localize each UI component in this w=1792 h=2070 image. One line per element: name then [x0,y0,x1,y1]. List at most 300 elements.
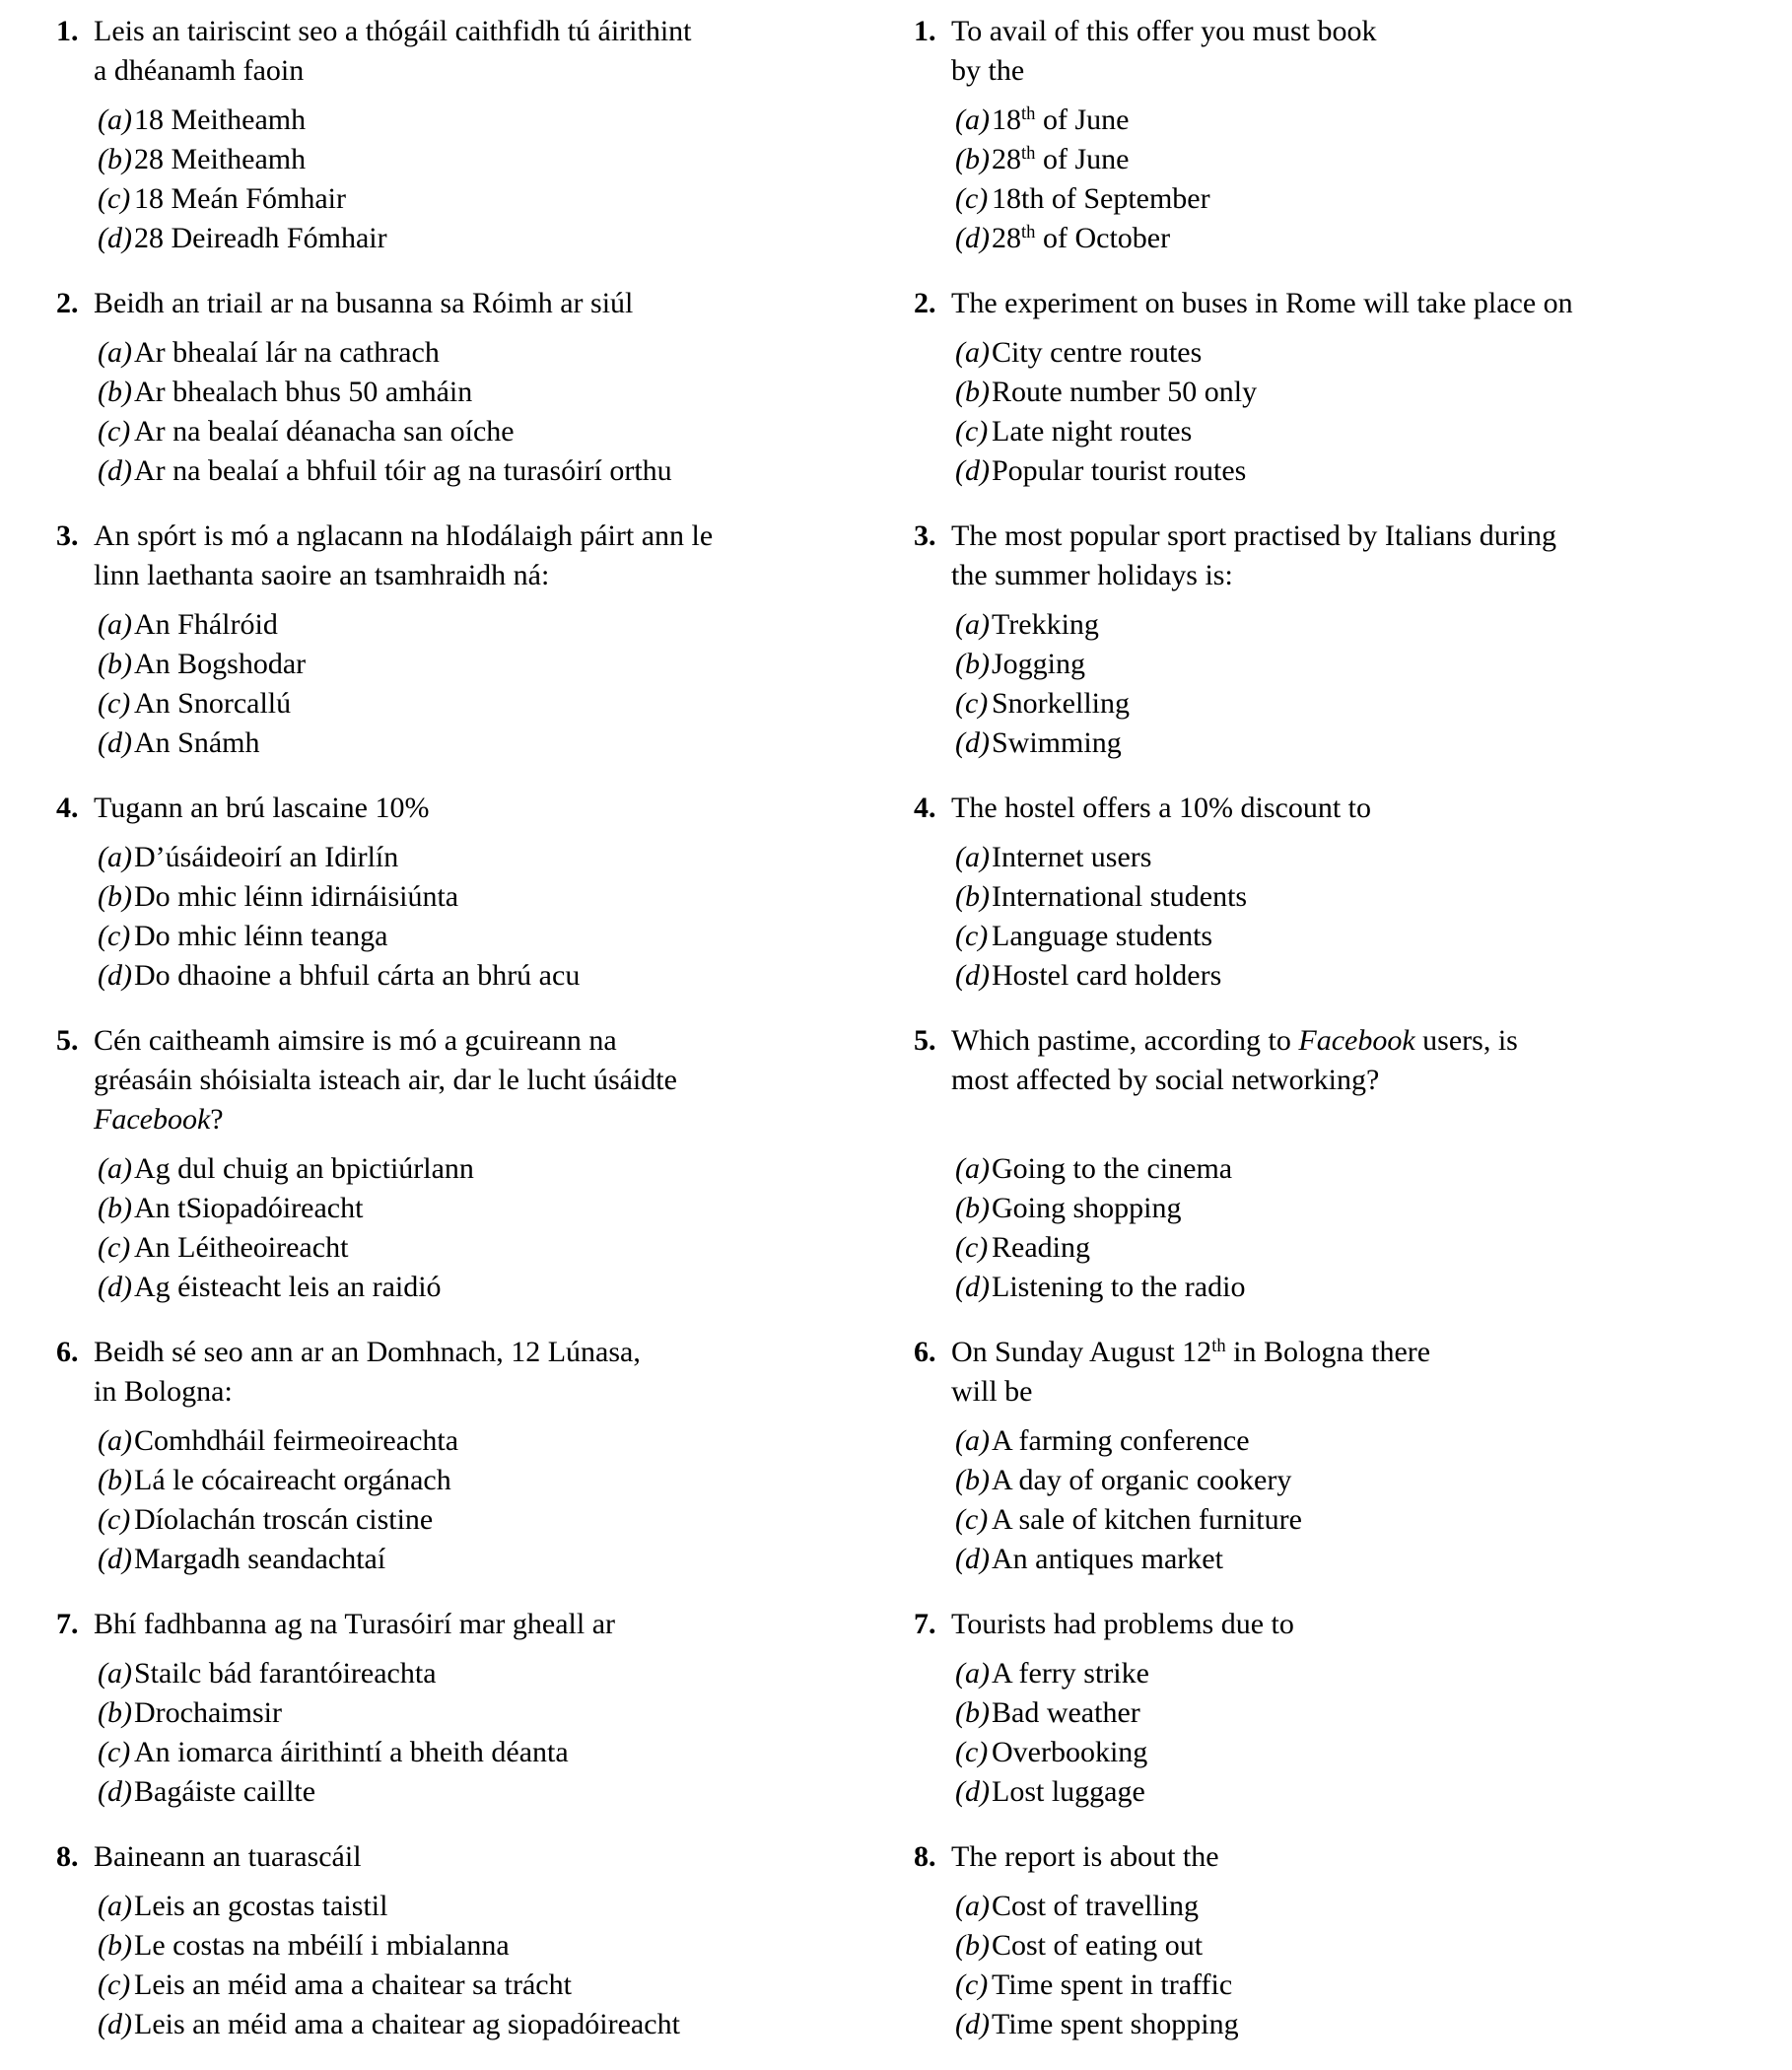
option-text [134,917,866,956]
question-prompt [94,1021,866,1139]
option-row [955,1887,1762,1926]
option-row [955,1926,1762,1966]
text-run: Popular tourist routes [992,454,1247,487]
text-run: Late night routes [992,415,1193,448]
text-run: Ar bhealaí lár na cathrach [134,336,440,369]
option-row [98,2005,866,2044]
text-run: International students [992,880,1248,913]
text-run: Cost of eating out [992,1929,1204,1962]
question-body [951,12,1762,258]
option-row [98,1500,866,1540]
question-body [951,1605,1762,1812]
option-text [134,645,866,684]
option-label: (a) [955,336,990,369]
option-text [134,1149,866,1189]
question-block [914,1605,1762,1812]
options-list [98,101,866,258]
question-number: 6. [914,1336,936,1368]
option-row [98,956,866,996]
option-text [134,956,866,996]
option-text [134,877,866,917]
option-text [992,1540,1762,1579]
question-block [56,1605,866,1812]
option-label: (d) [955,2008,990,2040]
text-run: Leis an méid ama a chaitear ag siopadóireacht [134,2008,680,2040]
question-body [951,1021,1762,1307]
option-label: (d) [955,959,990,992]
question-number: 1. [914,15,936,47]
text-run: Time spent shopping [992,2008,1239,2040]
option-label: (b) [955,1464,990,1496]
option-text [134,140,866,179]
option-label: (c) [98,1968,131,2001]
text-run: ? [210,1103,224,1136]
option-label: (d) [955,726,990,759]
option-label: (c) [98,1503,131,1536]
option-text [992,1966,1762,2005]
question-body [94,1837,866,2044]
text-run: Trekking [992,608,1099,641]
text-run: Reading [992,1231,1090,1264]
text-run: City centre routes [992,336,1203,369]
option-label: (b) [955,648,990,680]
question-prompt [951,1021,1762,1139]
option-label: (c) [955,1968,989,2001]
text-run: An iomarca áirithintí a bheith déanta [134,1736,569,1768]
text-run: Le costas na mbéilí i mbialanna [134,1929,510,1962]
option-label: (d) [98,222,132,254]
question-number: 3. [56,519,79,552]
option-text [992,1772,1762,1812]
options-list [98,605,866,763]
option-text [134,838,866,877]
option-row [98,1966,866,2005]
text-run: 28 [992,143,1021,175]
option-row [98,1733,866,1772]
text-run: Jogging [992,648,1086,680]
question-block [56,1837,866,2044]
option-label: (d) [98,959,132,992]
option-label: (d) [955,1543,990,1575]
option-row [98,333,866,373]
option-row [955,1421,1762,1461]
question-row [0,1837,1792,2044]
option-text [992,1500,1762,1540]
question-cell-irish [0,789,896,996]
option-row [98,101,866,140]
option-row [98,877,866,917]
option-row [955,1654,1762,1693]
option-label: (a) [955,1152,990,1185]
text-run: On Sunday August 12 [951,1336,1212,1368]
text-run: Snorkelling [992,687,1130,720]
option-text [134,373,866,412]
option-text [134,1926,866,1966]
question-block [914,1021,1762,1307]
text-run: Listening to the radio [992,1271,1246,1303]
option-row [98,1149,866,1189]
text-run: A farming conference [992,1424,1250,1457]
text-run: Do mhic léinn teanga [134,920,388,952]
text-run: D’úsáideoirí an Idirlín [134,841,399,873]
option-row [98,1421,866,1461]
option-text [134,451,866,491]
text-run: Hostel card holders [992,959,1222,992]
option-text [992,373,1762,412]
question-cell-english [896,284,1792,491]
option-row [98,1268,866,1307]
option-text [134,605,866,645]
question-cell-english [896,789,1792,996]
text-run: An Snámh [134,726,260,759]
option-row [98,1772,866,1812]
text-run: by the [951,54,1025,87]
text-run: 28 [992,222,1021,254]
options-list [955,605,1762,763]
option-row [955,645,1762,684]
text-run: A ferry strike [992,1657,1149,1690]
option-text [992,1189,1762,1228]
option-text [134,1421,866,1461]
text-run: An Léitheoireacht [134,1231,349,1264]
option-row [955,956,1762,996]
option-row [955,1149,1762,1189]
option-label: (b) [955,376,990,408]
option-row [98,1926,866,1966]
question-body [94,1605,866,1812]
question-body [94,1333,866,1579]
text-run: most affected by social networking? [951,1064,1380,1096]
option-row [955,605,1762,645]
text-run: Cén caitheamh aimsire is mó a gcuireann na [94,1024,617,1057]
text-run: A day of organic cookery [992,1464,1292,1496]
option-label: (c) [98,182,131,215]
question-prompt [94,12,866,91]
option-text [134,724,866,763]
option-row [955,838,1762,877]
option-text [134,1772,866,1812]
question-number: 2. [914,287,936,319]
option-row [955,1540,1762,1579]
option-row [955,1500,1762,1540]
question-body [951,789,1762,996]
option-label: (b) [98,1192,132,1224]
text-run: Baineann an tuarascáil [94,1840,362,1873]
question-cell-irish [0,1837,896,2044]
text-run: in Bologna: [94,1375,233,1408]
option-text [134,179,866,219]
text-run: A sale of kitchen furniture [992,1503,1302,1536]
option-text [992,838,1762,877]
option-label: (a) [98,104,132,136]
question-prompt [94,284,866,323]
option-text [992,1228,1762,1268]
options-list [955,1887,1762,2044]
text-run: Cost of travelling [992,1890,1199,1922]
option-label: (a) [955,1890,990,1922]
text-run: 28 Deireadh Fómhair [134,222,387,254]
option-row [955,179,1762,219]
text-run: Do dhaoine a bhfuil cárta an bhrú acu [134,959,581,992]
question-number: 7. [56,1608,79,1640]
option-label: (c) [98,1736,131,1768]
text-run: Beidh an triail ar na busanna sa Róimh ar siúl [94,287,634,319]
text-run: users, is [1414,1024,1518,1057]
text-run: The report is about the [951,1840,1219,1873]
option-text [134,1887,866,1926]
option-label: (c) [98,920,131,952]
option-label: (d) [98,1775,132,1808]
text-run: Díolachán troscán cistine [134,1503,434,1536]
question-cell-english [896,1605,1792,1812]
question-body [94,1021,866,1307]
text-run: An Bogshodar [134,648,307,680]
option-label: (c) [98,415,131,448]
question-number: 7. [914,1608,936,1640]
question-body [94,284,866,491]
text-run: Ar bhealach bhus 50 amháin [134,376,473,408]
option-label: (c) [955,182,989,215]
text-run: of June [1035,104,1130,136]
question-body [951,284,1762,491]
text-run: An antiques market [992,1543,1223,1575]
option-text [992,101,1762,140]
option-text [992,2005,1762,2044]
option-row [98,412,866,451]
question-body [94,789,866,996]
text-run: Lá le cócaireacht orgánach [134,1464,451,1496]
option-label: (a) [955,1657,990,1690]
text-run: Drochaimsir [134,1696,282,1729]
option-text [134,1693,866,1733]
option-label: (a) [98,336,132,369]
option-text [992,724,1762,763]
option-label: (d) [98,1271,132,1303]
question-body [94,12,866,258]
option-row [955,373,1762,412]
option-row [955,1733,1762,1772]
question-cell-english [896,517,1792,763]
option-text [134,1654,866,1693]
option-label: (a) [98,1890,132,1922]
text-run: in Bologna there [1225,1336,1431,1368]
option-row [98,179,866,219]
text-run: An tSiopadóireacht [134,1192,364,1224]
option-row [955,219,1762,258]
text-run: The hostel offers a 10% discount to [951,792,1372,824]
option-row [98,1654,866,1693]
option-row [955,1189,1762,1228]
question-number: 3. [914,519,936,552]
option-label: (b) [98,1929,132,1962]
text-run: Stailc bád farantóireachta [134,1657,437,1690]
option-text [992,1268,1762,1307]
text-run: Bad weather [992,1696,1140,1729]
text-run: of October [1035,222,1171,254]
option-row [98,684,866,724]
text-run: the summer holidays is: [951,559,1233,591]
text-run: Tourists had problems due to [951,1608,1294,1640]
option-text [134,101,866,140]
option-text [134,333,866,373]
question-prompt [951,1837,1762,1877]
text-run: 18th of September [992,182,1210,215]
option-label: (c) [955,1736,989,1768]
question-row [0,284,1792,491]
text-run: will be [951,1375,1033,1408]
option-text [992,877,1762,917]
option-row [955,101,1762,140]
text-run: Bagáiste caillte [134,1775,316,1808]
text-run: An spórt is mó a nglacann na hIodálaigh páirt ann le [94,519,714,552]
option-label: (b) [98,880,132,913]
question-number: 4. [914,792,936,824]
option-row [955,1693,1762,1733]
text-run: th [1021,142,1036,164]
option-text [992,1926,1762,1966]
question-prompt [94,1837,866,1877]
text-run: Lost luggage [992,1775,1145,1808]
question-prompt [951,1605,1762,1644]
text-run: Language students [992,920,1213,952]
option-label: (c) [955,1231,989,1264]
option-text [992,1654,1762,1693]
options-list [955,101,1762,258]
option-label: (a) [955,841,990,873]
question-row [0,517,1792,763]
option-row [98,1693,866,1733]
text-run: Beidh sé seo ann ar an Domhnach, 12 Lúnasa, [94,1336,641,1368]
question-cell-irish [0,12,896,258]
option-label: (d) [98,2008,132,2040]
option-label: (a) [955,104,990,136]
question-prompt [951,1333,1762,1412]
question-cell-english [896,1837,1792,2044]
option-row [98,1189,866,1228]
text-run: Leis an tairiscint seo a thógáil caithfidh tú áirithint [94,15,692,47]
option-text [134,1461,866,1500]
option-label: (c) [955,415,989,448]
option-label: (b) [955,143,990,175]
option-text [992,1149,1762,1189]
option-text [992,1693,1762,1733]
options-list [955,1654,1762,1812]
text-run: To avail of this offer you must book [951,15,1377,47]
option-row [98,838,866,877]
question-row [0,1333,1792,1579]
question-row [0,1605,1792,1812]
option-text [992,684,1762,724]
option-row [955,1228,1762,1268]
option-row [98,917,866,956]
option-label: (a) [98,841,132,873]
option-text [992,1887,1762,1926]
option-text [134,1189,866,1228]
option-text [992,412,1762,451]
options-list [955,1421,1762,1579]
options-list [98,333,866,491]
option-row [98,219,866,258]
option-row [955,412,1762,451]
option-label: (c) [955,1503,989,1536]
options-list [98,1149,866,1307]
text-run: Internet users [992,841,1152,873]
question-block [56,789,866,996]
text-run: Do mhic léinn idirnáisiúnta [134,880,459,913]
text-run: 18 Meán Fómhair [134,182,346,215]
option-label: (c) [98,687,131,720]
text-run: 18 Meitheamh [134,104,307,136]
text-run: Ag dul chuig an bpictiúrlann [134,1152,474,1185]
option-text [992,1733,1762,1772]
option-label: (b) [98,1464,132,1496]
question-number: 4. [56,792,79,824]
text-run: Comhdháil feirmeoireachta [134,1424,459,1457]
options-list [955,838,1762,996]
question-block [56,517,866,763]
question-cell-irish [0,1021,896,1307]
question-block [56,284,866,491]
option-text [134,2005,866,2044]
question-body [951,517,1762,763]
option-label: (d) [955,222,990,254]
option-row [955,1772,1762,1812]
text-run: Ag éisteacht leis an raidió [134,1271,442,1303]
text-run: Margadh seandachtaí [134,1543,386,1575]
options-list [955,333,1762,491]
option-row [98,605,866,645]
text-run: The experiment on buses in Rome will take place on [951,287,1573,319]
questions-grid [0,12,1792,2044]
question-cell-irish [0,284,896,491]
option-label: (a) [955,1424,990,1457]
options-list [955,1149,1762,1307]
text-run: Leis an gcostas taistil [134,1890,388,1922]
option-text [134,684,866,724]
options-list [98,1654,866,1812]
option-label: (d) [98,454,132,487]
option-row [98,373,866,412]
question-block [914,517,1762,763]
question-block [914,12,1762,258]
option-row [955,917,1762,956]
question-cell-english [896,1021,1792,1307]
question-prompt [951,517,1762,595]
text-run: Ar na bealaí a bhfuil tóir ag na turasóirí orthu [134,454,672,487]
option-label: (d) [98,1543,132,1575]
option-text [992,1461,1762,1500]
text-run: Going to the cinema [992,1152,1233,1185]
option-label: (a) [955,608,990,641]
question-cell-english [896,1333,1792,1579]
option-row [98,724,866,763]
question-block [56,1021,866,1307]
option-label: (b) [98,376,132,408]
option-row [955,451,1762,491]
question-cell-irish [0,1333,896,1579]
option-label: (a) [98,1657,132,1690]
option-text [134,1268,866,1307]
question-prompt [94,789,866,828]
option-row [955,333,1762,373]
question-prompt [94,517,866,595]
option-label: (a) [98,1152,132,1185]
text-run: The most popular sport practised by Italians during [951,519,1557,552]
option-label: (b) [98,648,132,680]
option-row [98,645,866,684]
question-number: 2. [56,287,79,319]
option-text [992,179,1762,219]
